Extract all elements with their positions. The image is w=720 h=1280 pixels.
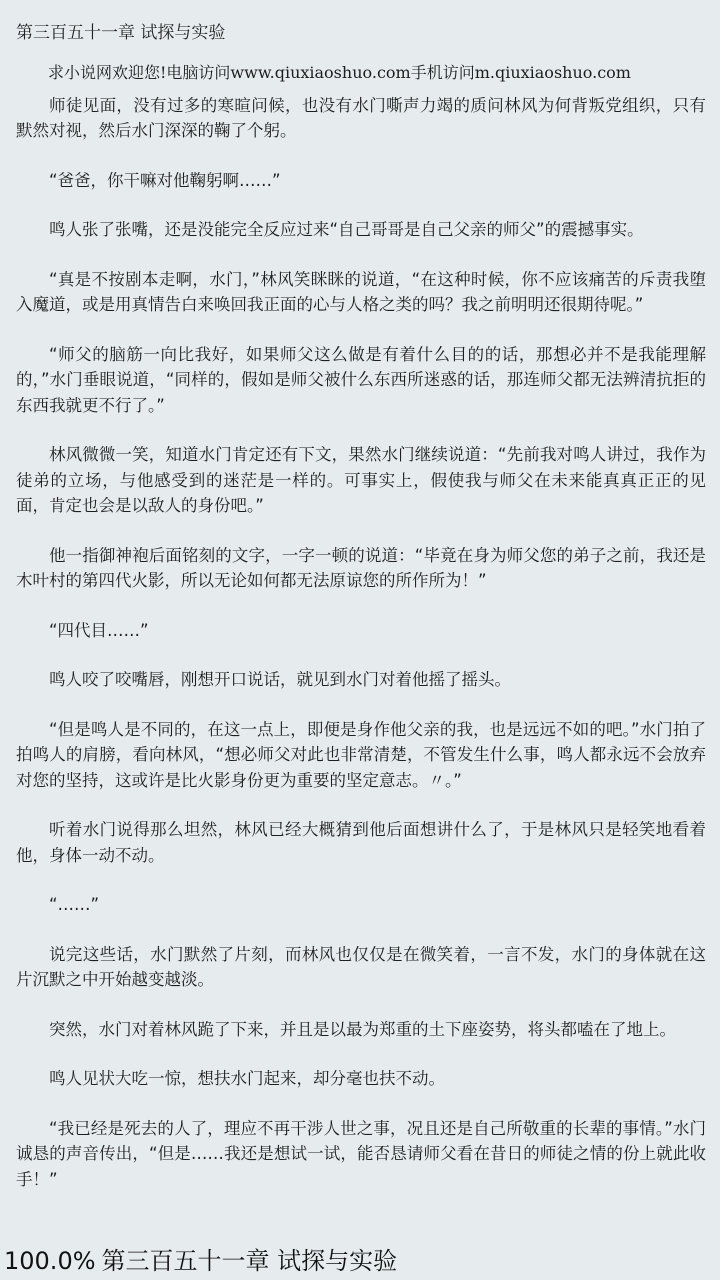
paragraph: “爸爸，你干嘛对他鞠躬啊……” bbox=[49, 170, 281, 190]
reading-status-bar bbox=[4, 1246, 403, 1280]
paragraph: “我已经是死去的人了，理应不再干涉人世之事，况且还是自己所敬重的长辈的事情。”水门诚恳的声音传出，“但是……我还是想试一试，能否恳请师父看在昔日的师徒之情的份上就此收手！” bbox=[16, 1118, 706, 1189]
paragraph: “……” bbox=[49, 895, 100, 914]
paragraph: “但是鸣人是不同的，在这一点上，即便是身作他父亲的我，也是远远不如的吧。”水门拍了拍鸣人的肩膀，看向林风，“想必师父对此也非常清楚，不管发生什么事，鸣人都永远不会放弃对您的坚持，这或许是比火影身份更为重要的坚定意志。〃。” bbox=[16, 719, 706, 790]
paragraph: “四代目……” bbox=[49, 620, 149, 640]
footer-chapter-title: 第三百五十一章 试探与实验 bbox=[101, 1247, 398, 1275]
chapter-title: 第三百五十一章 试探与实验 bbox=[16, 23, 226, 43]
paragraph: 他一指御神袍后面铭刻的文字，一字一顿的说道：“毕竟在身为师父您的弟子之前，我还是木叶村的第四代火影，所以无论如何都无法原谅您的所作所为！” bbox=[16, 545, 706, 590]
paragraph: 说完这些话，水门默然了片刻，而林风也仅仅是在微笑着，一言不发，水门的身体就在这片沉默之中开始越变越淡。 bbox=[16, 944, 706, 989]
paragraph: 师徒见面，没有过多的寒暄问候，也没有水门嘶声力竭的质问林风为何背叛党组织，只有默然对视，然后水门深深的鞠了个躬。 bbox=[16, 95, 706, 140]
paragraph: “师父的脑筋一向比我好，如果师父这么做是有着什么目的的话，那想必并不是我能理解的，”水门垂眼说道，“同样的，假如是师父被什么东西所迷惑的话，那连师父都无法辨清抗拒的东西我就更不行了。” bbox=[16, 344, 706, 415]
reading-progress: 100.0% bbox=[4, 1247, 96, 1275]
paragraph: 鸣人咬了咬嘴唇，刚想开口说话，就见到水门对着他摇了摇头。 bbox=[49, 670, 511, 689]
paragraph: 林风微微一笑，知道水门肯定还有下文，果然水门继续说道：“先前我对鸣人讲过，我作为徒弟的立场，与他感受到的迷茫是一样的。可事实上，假使我与师父在未来能真真正正的见面，肯定也会是以敌人的身份吧。” bbox=[16, 445, 706, 515]
paragraph: 鸣人张了张嘴，还是没能完全反应过来“自己哥哥是自己父亲的师父”的震撼事实。 bbox=[49, 220, 644, 239]
paragraph: 突然，水门对着林风跪了下来，并且是以最为郑重的土下座姿势，将头都嗑在了地上。 bbox=[49, 1019, 676, 1039]
site-notice: 求小说网欢迎您!电脑访问www.qiuxiaoshuo.com手机访问m.qiuxiaoshuo.com bbox=[48, 63, 631, 82]
paragraph: “真是不按剧本走啊，水门，”林风笑眯眯的说道，“在这种时候，你不应该痛苦的斥责我堕入魔道，或是用真情告白来唤回我正面的心与人格之类的吗？我之前明明还很期待呢。” bbox=[16, 269, 706, 314]
chapter-content[interactable] bbox=[16, 60, 706, 1192]
paragraph: 听着水门说得那么坦然，林风已经大概猜到他后面想讲什么了，于是林风只是轻笑地看着他，身体一动不动。 bbox=[16, 820, 706, 865]
paragraph: 鸣人见状大吃一惊，想扶水门起来，却分毫也扶不动。 bbox=[49, 1069, 445, 1088]
